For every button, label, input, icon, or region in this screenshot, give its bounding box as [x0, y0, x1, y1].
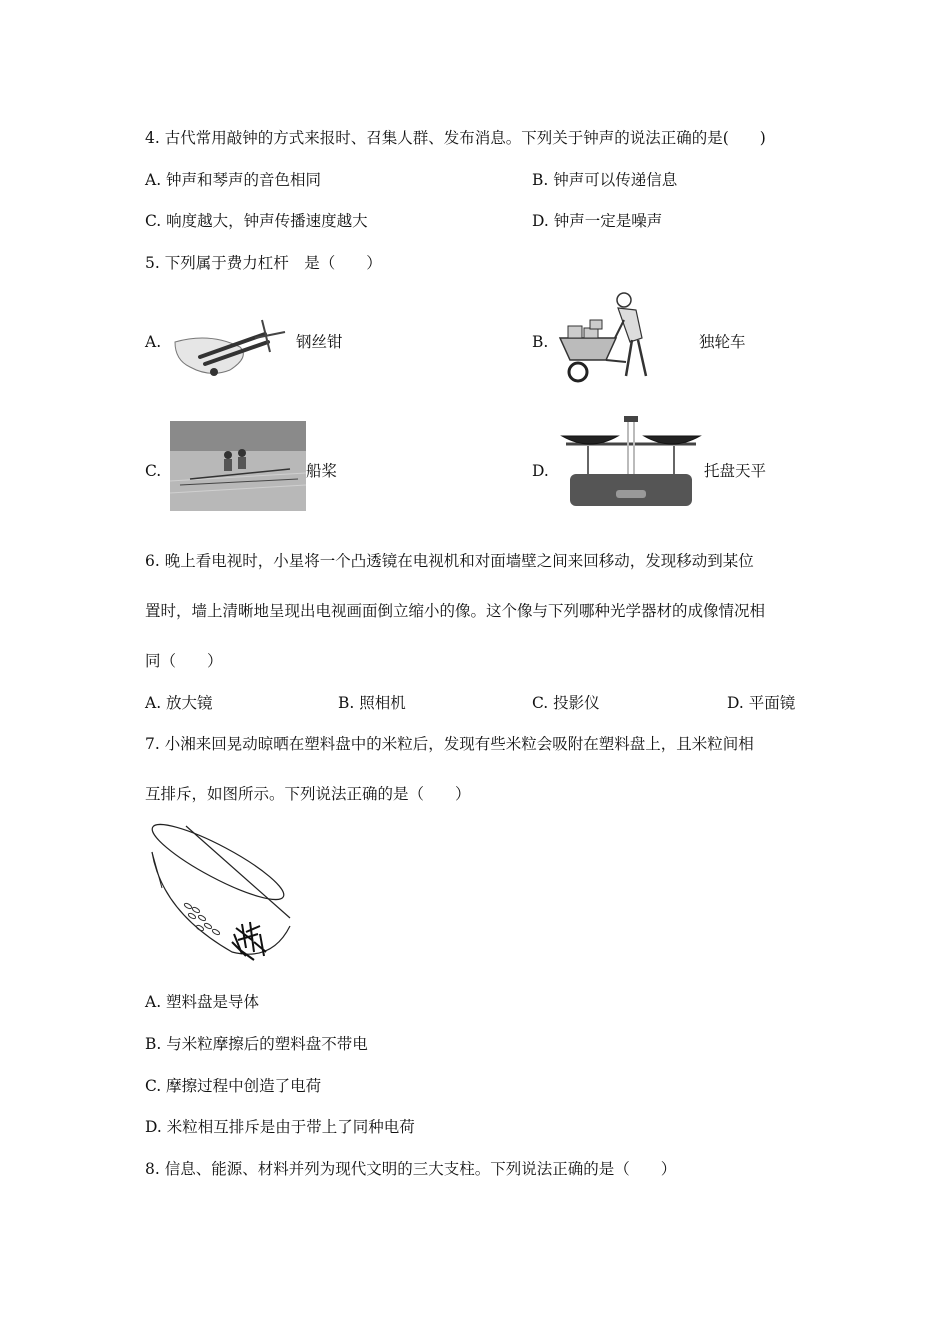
q7-option-b: B. 与米粒摩擦后的塑料盘不带电 — [145, 1035, 368, 1053]
plastic-plate-rice-figure — [142, 822, 294, 968]
pliers-image — [170, 312, 292, 382]
q6-option-d: D. 平面镜 — [727, 694, 796, 712]
q7-option-c: C. 摩擦过程中创造了电荷 — [145, 1077, 322, 1095]
rowing-photo — [170, 421, 306, 511]
q7-option-d: D. 米粒相互排斥是由于带上了同种电荷 — [145, 1118, 415, 1136]
q5-option-c-caption: 船桨 — [306, 462, 338, 480]
q4-option-b: B. 钟声可以传递信息 — [532, 171, 678, 189]
q6-option-c: C. 投影仪 — [532, 694, 600, 712]
q4-option-a: A. 钟声和琴声的音色相同 — [145, 171, 322, 189]
q6-stem-line-3: 同（ ） — [145, 652, 223, 670]
q8-stem: 8. 信息、能源、材料并列为现代文明的三大支柱。下列说法正确的是（ ） — [145, 1160, 677, 1178]
q5-option-b-caption: 独轮车 — [699, 333, 746, 351]
q6-option-a: A. 放大镜 — [145, 694, 213, 712]
balance-scale-image — [558, 416, 704, 510]
q4-option-d: D. 钟声一定是噪声 — [532, 212, 663, 230]
q5-option-a-caption: 钢丝钳 — [296, 333, 343, 351]
q6-stem-line-2: 置时，墙上清晰地呈现出电视画面倒立缩小的像。这个像与下列哪种光学器材的成像情况相 — [145, 602, 766, 620]
q5-option-d-caption: 托盘天平 — [704, 462, 767, 480]
q4-stem: 4. 古代常用敲钟的方式来报时、召集人群、发布消息。下列关于钟声的说法正确的是( ) — [145, 129, 766, 147]
q7-option-a: A. 塑料盘是导体 — [145, 993, 260, 1011]
q5-option-d-letter: D. — [532, 462, 549, 480]
q7-stem-line-2: 互排斥，如图所示。下列说法正确的是（ ） — [145, 785, 471, 803]
wheelbarrow-image — [556, 290, 660, 384]
q5-option-c-letter: C. — [145, 462, 162, 480]
q6-option-b: B. 照相机 — [338, 694, 406, 712]
q4-option-c: C. 响度越大，钟声传播速度越大 — [145, 212, 368, 230]
q7-stem-line-1: 7. 小湘来回晃动晾晒在塑料盘中的米粒后，发现有些米粒会吸附在塑料盘上，且米粒间相 — [145, 735, 754, 753]
q5-option-a-letter: A. — [145, 333, 162, 351]
q5-option-b-letter: B. — [532, 333, 549, 351]
q6-stem-line-1: 6. 晚上看电视时，小星将一个凸透镜在电视机和对面墙壁之间来回移动，发现移动到某位 — [145, 552, 754, 570]
q5-stem: 5. 下列属于费力杠杆 是（ ） — [145, 254, 382, 272]
